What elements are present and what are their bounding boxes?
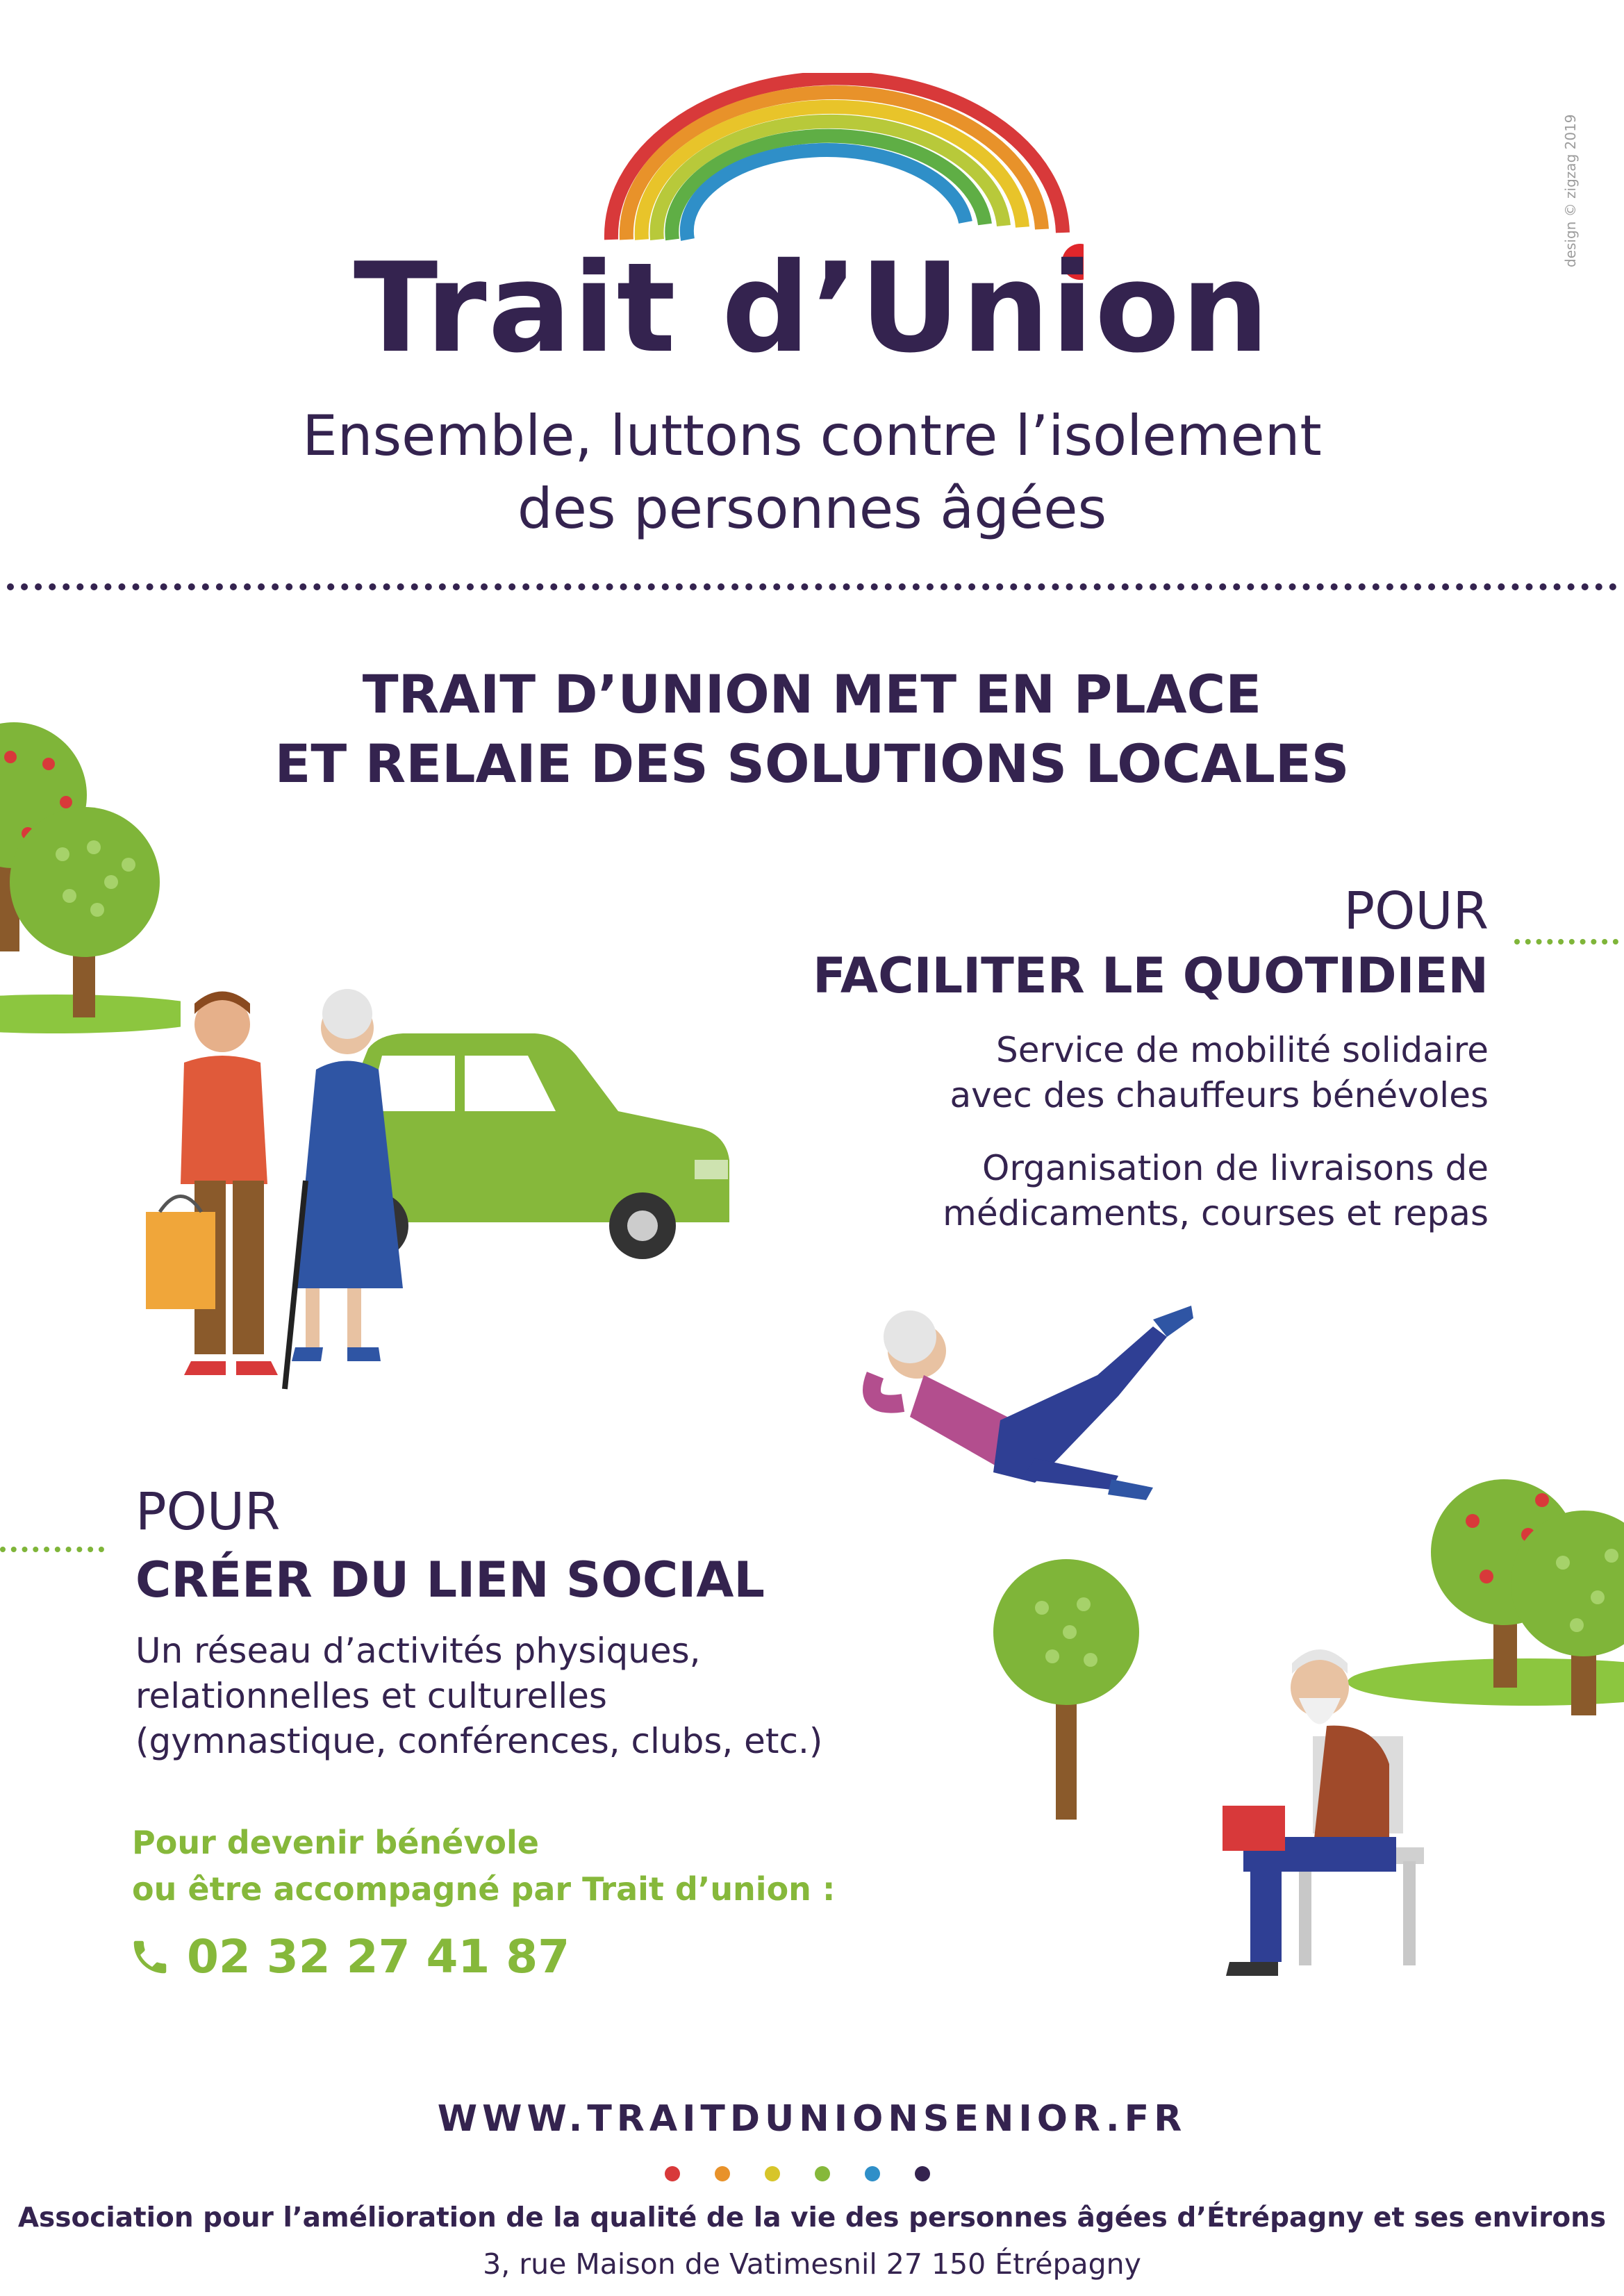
association-name: Association pour l’amélioration de la qualité de la vie des personnes âgées d’Étrépagny et ses environs [17, 2202, 1607, 2233]
footer-dot-orange [715, 2166, 730, 2181]
phone-row[interactable] [129, 1931, 570, 1983]
quotidien-item1-line2: avec des chauffeurs bénévoles [950, 1075, 1489, 1115]
lien-text-line1: Un réseau d’activités physiques, [135, 1631, 701, 1671]
headline-line2: ET RELAIE DES SOLUTIONS LOCALES [274, 733, 1350, 795]
dotted-divider [7, 583, 1617, 590]
headline-line1: TRAIT D’UNION MET EN PLACE [362, 663, 1262, 725]
lien-text-line3: (gymnastique, conférences, clubs, etc.) [135, 1721, 823, 1761]
quotidien-item1-line1: Service de mobilité solidaire [996, 1030, 1489, 1070]
website-link[interactable]: WWW.TRAITDUNIONSENIOR.FR [437, 2098, 1187, 2140]
cta-line2: ou être accompagné par Trait d’union : [132, 1870, 836, 1908]
trees-and-reading-man-illustration [986, 1458, 1624, 1986]
subtitle-line1: Ensemble, luttons contre l’isolement [302, 404, 1322, 468]
phone-icon [129, 1936, 172, 1979]
footer-dot-yellow [765, 2166, 780, 2181]
footer-dot-red [665, 2166, 680, 2181]
footer-color-dots [660, 2161, 938, 2186]
green-dots-quotidien [1514, 939, 1618, 945]
car-and-people-illustration [139, 972, 750, 1403]
page-title: Trait d’Union [353, 236, 1271, 380]
footer-dot-blue [865, 2166, 880, 2181]
lien-text-line2: relationnelles et culturelles [135, 1676, 607, 1716]
pour-label-lien: POUR [135, 1482, 281, 1542]
pour-label-quotidien: POUR [1343, 881, 1489, 941]
quotidien-item2-line1: Organisation de livraisons de [982, 1148, 1489, 1188]
subtitle-line2: des personnes âgées [517, 476, 1107, 541]
quotidien-item2-line2: médicaments, courses et repas [943, 1193, 1489, 1233]
design-credit-text: design © zigzag 2019 [1562, 114, 1579, 267]
cta-line1: Pour devenir bénévole [132, 1824, 539, 1861]
address: 3, rue Maison de Vatimesnil 27 150 Étrépagny [483, 2247, 1141, 2281]
footer-dot-green [815, 2166, 830, 2181]
green-dots-lien [0, 1547, 104, 1552]
young-man-figure [146, 992, 278, 1376]
phone-number[interactable]: 02 32 27 41 87 [187, 1929, 570, 1983]
footer-dot-navy [915, 2166, 930, 2181]
section-title-lien: CRÉER DU LIEN SOCIAL [135, 1552, 765, 1608]
design-credit [1559, 59, 1587, 267]
section-title-quotidien: FACILITER LE QUOTIDIEN [813, 947, 1489, 1004]
